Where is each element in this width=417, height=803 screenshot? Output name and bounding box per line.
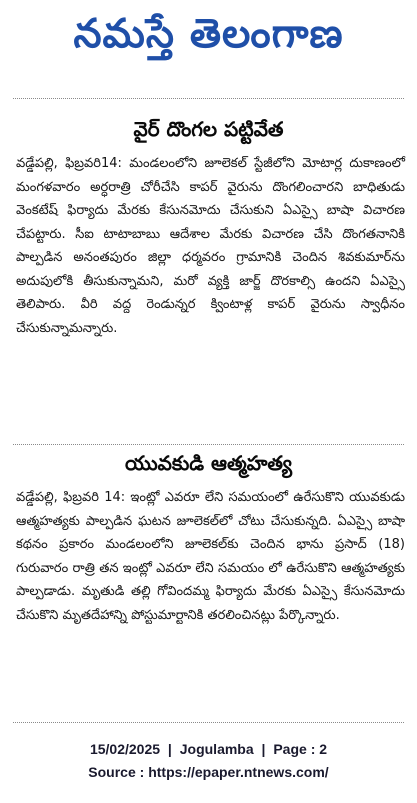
article-2-body: వడ్డేపల్లి, ఫిబ్రవరి 14: ఇంట్లో ఎవరూ లేని సమయంలో ఉరేసుకొని యువకుడు ఆత్మహత్యకు పాల్పడిన ఘటన జూలెకల్‌లో చోటు చేసుకున్నది. ఏఎస్సై బాషా కథనం ప్రకారం మండలంలోని జూలెకల్‌కు చెందిన భాను ప్రసాద్ (18) గురువారం రాత్రి తన ఇంట్లో ఎవరూ లేని సమయం లో ఉరేసుకొని ఆత్మహత్యకు పాల్పడాడు. మృతుడి తల్లి గోవిందమ్మ ఫిర్యాదు మేరకు ఏఎస్సై కేసునమోదు చేసుకొని మృతదేహాన్ని పోస్టుమార్టానికి తరలించినట్లు పేర్కొన్నారు. [16,490,405,623]
article-1-headline: వైర్ దొంగల పట్టివేత [133,117,284,141]
masthead [0,0,417,78]
footer-edition: Jogulamba [179,741,254,757]
article-2-headline: యువకుడి ఆత్మహత్య [125,451,292,475]
divider-top [13,98,404,99]
article-1-body: వడ్డేపల్లి, ఫిబ్రవరి14: మండలంలోని జూలెకల్ స్టేజీలోని మోటార్ల దుకాణంలో మంగళవారం అర్ధరాత్రి చోరీచేసి కాపర్ వైరును దొంగలించారని బాధితుడు వెంకటేష్ ఫిర్యాదు మేరకు కేసునమోదు చేసుకుని ఏఎస్సై బాషా విచారణ చేపట్టారు. సీఐ టాటాబాబు ఆదేశాల మేరకు విచారణ చేసి దొంగతనానికి పాల్పడిన అనంతపురం జిల్లా ధర్మవరం గ్రామానికి చెందిన శివకుమార్‌ను అదుపులోకి తీసుకున్నామని, మరో వ్యక్తి జార్జ్ దొరకాల్సి ఉందని ఏఎస్సై తెలిపారు. వీరి వద్ద రెండున్నర క్వింటాళ్ల కాపర్ వైరును స్వాధీనం చేసుకున్నామన్నారు. [16,156,405,336]
footer-page: Page : 2 [273,741,328,757]
footer-date: 15/02/2025 [89,741,161,757]
footer-meta [0,741,417,757]
footer-separator: | [261,741,266,757]
divider-bottom [13,722,404,723]
divider-middle [13,444,404,445]
footer-separator: | [167,741,172,757]
newspaper-logo-title: నమస్తే తెలంగాణ [73,11,344,57]
footer-source: Source : https://epaper.ntnews.com/ [88,764,329,780]
